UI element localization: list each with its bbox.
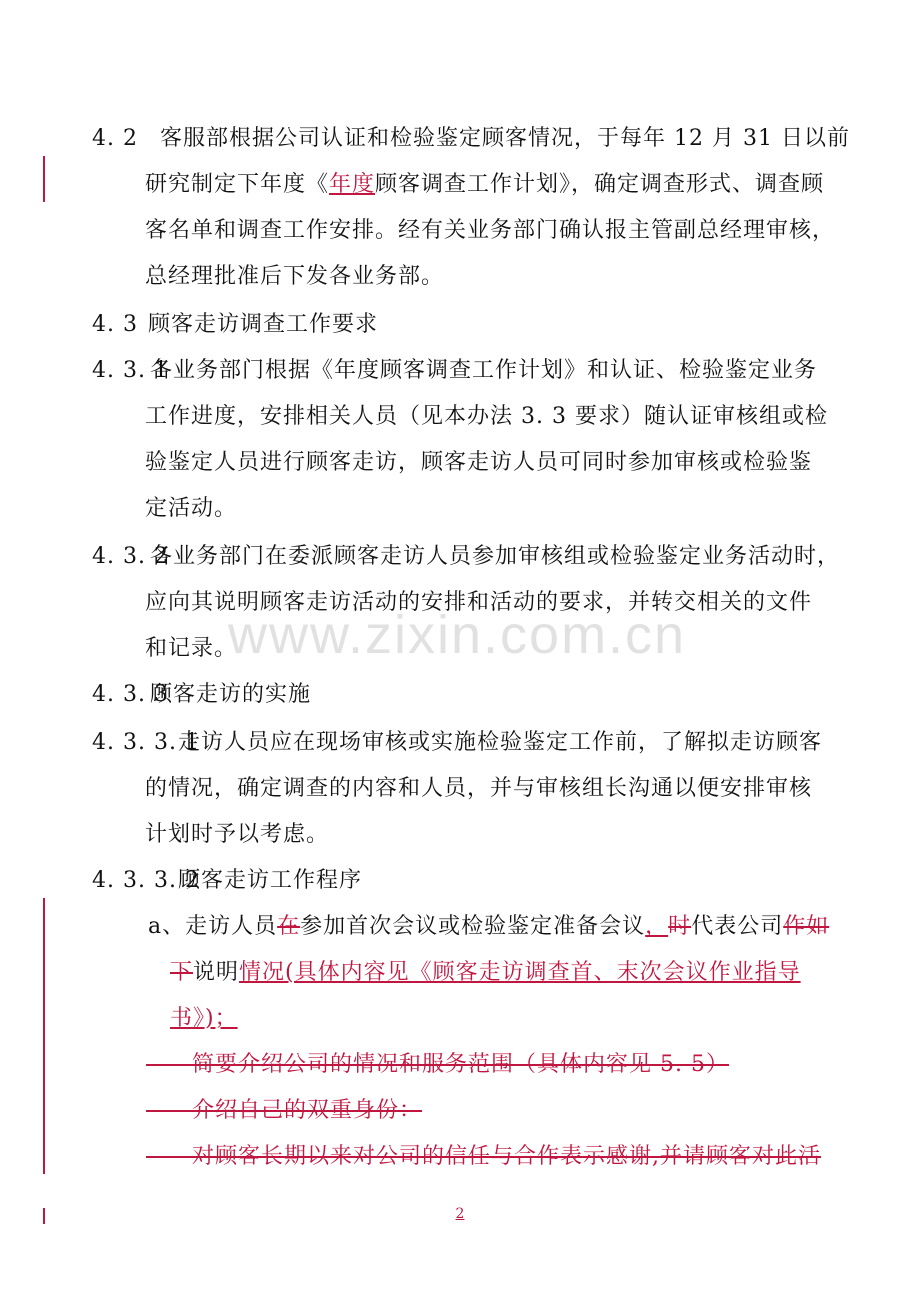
deleted-line-3: [146, 1142, 821, 1172]
paragraph-text: 说明: [193, 960, 240, 985]
deleted-text: ——简要介绍公司的情况和服务范围（具体内容见 5. 5）: [146, 1052, 729, 1077]
paragraph-text: 客服部根据公司认证和检验鉴定顾客情况，于每年 12 月 31 日以前: [160, 126, 850, 151]
deleted-text: ——对顾客长期以来对公司的信任与合作表示感谢,并请顾客对此活: [146, 1144, 821, 1169]
paragraph-text: 计划时予以考虑。: [145, 822, 330, 847]
paragraph-text: 工作进度，安排相关人员（见本办法 3. 3 要求）随认证审核组或检: [145, 404, 828, 429]
change-bar-2: [43, 898, 45, 1174]
paragraph-text: 客名单和调查工作安排。经有关业务部门确认报主管副总经理审核，: [145, 218, 836, 243]
paragraph-text: 代表公司: [691, 914, 784, 939]
section-4-3-1-line-1: [92, 356, 817, 386]
section-title: 顾客走访的实施: [150, 682, 312, 707]
section-4-3-2-line-3: [145, 634, 237, 664]
section-4-2-line-4: [145, 262, 444, 292]
section-4-2-line-3: [145, 216, 835, 246]
section-4-3-3-1-line-3: [145, 820, 329, 850]
deleted-line-1: [146, 1050, 729, 1080]
item-a-line-1: [148, 912, 829, 942]
inserted-text: 年度: [329, 172, 376, 197]
paragraph-text: 应向其说明顾客走访活动的安排和活动的要求，并转交相关的文件: [145, 590, 813, 615]
section-4-3-3-heading: [92, 680, 311, 710]
paragraph-text: 各业务部门在委派顾客走访人员参加审核组或检验鉴定业务活动时，: [150, 544, 841, 569]
paragraph-text: 的情况，确定调查的内容和人员，并与审核组长沟通以便安排审核: [145, 776, 813, 801]
paragraph-text: 和记录。: [145, 636, 238, 661]
section-4-3-heading: [92, 310, 378, 340]
section-4-3-1-line-2: [145, 402, 828, 432]
section-number: 4. 3. 3. 1: [92, 730, 200, 755]
paragraph-text: 各业务部门根据《年度顾客调查工作计划》和认证、检验鉴定业务: [150, 358, 818, 383]
section-number: 4. 3. 1: [92, 358, 169, 383]
section-number: 4. 3. 2: [92, 544, 169, 569]
deleted-line-2: [146, 1096, 422, 1126]
deleted-text: 下: [170, 960, 194, 985]
section-4-3-3-1-line-2: [145, 774, 812, 804]
item-a-line-3: [170, 1004, 238, 1034]
section-title: 顾客走访调查工作要求: [148, 312, 379, 337]
paragraph-text: 走访人员应在现场审核或实施检验鉴定工作前，了解拟走访顾客: [178, 730, 823, 755]
section-4-2-line-1: [92, 124, 850, 154]
section-number: 4. 2: [92, 126, 138, 151]
section-4-3-3-1-line-1: [92, 728, 822, 758]
section-number: 4. 3. 3: [92, 682, 169, 707]
inserted-text: ，: [645, 914, 669, 939]
paragraph-text: 研究制定下年度《: [145, 172, 330, 197]
deleted-text: 时: [668, 914, 692, 939]
paragraph-text: 验鉴定人员进行顾客走访，顾客走访人员可同时参加审核或检验鉴: [145, 450, 813, 475]
deleted-text: ——介绍自己的双重身份：: [146, 1098, 423, 1123]
paragraph-text: 总经理批准后下发各业务部。: [145, 264, 445, 289]
deleted-text: 作如: [783, 914, 830, 939]
section-4-3-1-line-3: [145, 448, 812, 478]
section-number: 4. 3: [92, 312, 138, 337]
deleted-text: 在: [277, 914, 301, 939]
inserted-text: 书》)；: [170, 1006, 238, 1031]
paragraph-text: a、走访人员: [148, 914, 278, 939]
section-4-2-line-2: [145, 170, 824, 200]
paragraph-text: 定活动。: [145, 496, 238, 521]
page-number: 2: [455, 1206, 465, 1222]
section-4-3-1-line-4: [145, 494, 237, 524]
watermark: www.zixin.com.cn: [228, 605, 687, 665]
paragraph-text: 顾客调查工作计划》，确定调查形式、调查顾: [375, 172, 825, 197]
paragraph-text: 参加首次会议或检验鉴定准备会议: [300, 914, 646, 939]
inserted-text: 情况(具体内容见《顾客走访调查首、末次会议作业指导: [239, 960, 801, 985]
section-title: 顾客走访工作程序: [178, 868, 363, 893]
section-number: 4. 3. 3. 2: [92, 868, 200, 893]
item-a-line-2: [170, 958, 801, 988]
section-4-3-3-2-heading: [92, 866, 362, 896]
change-bar-1: [43, 156, 45, 202]
section-4-3-2-line-1: [92, 542, 840, 572]
